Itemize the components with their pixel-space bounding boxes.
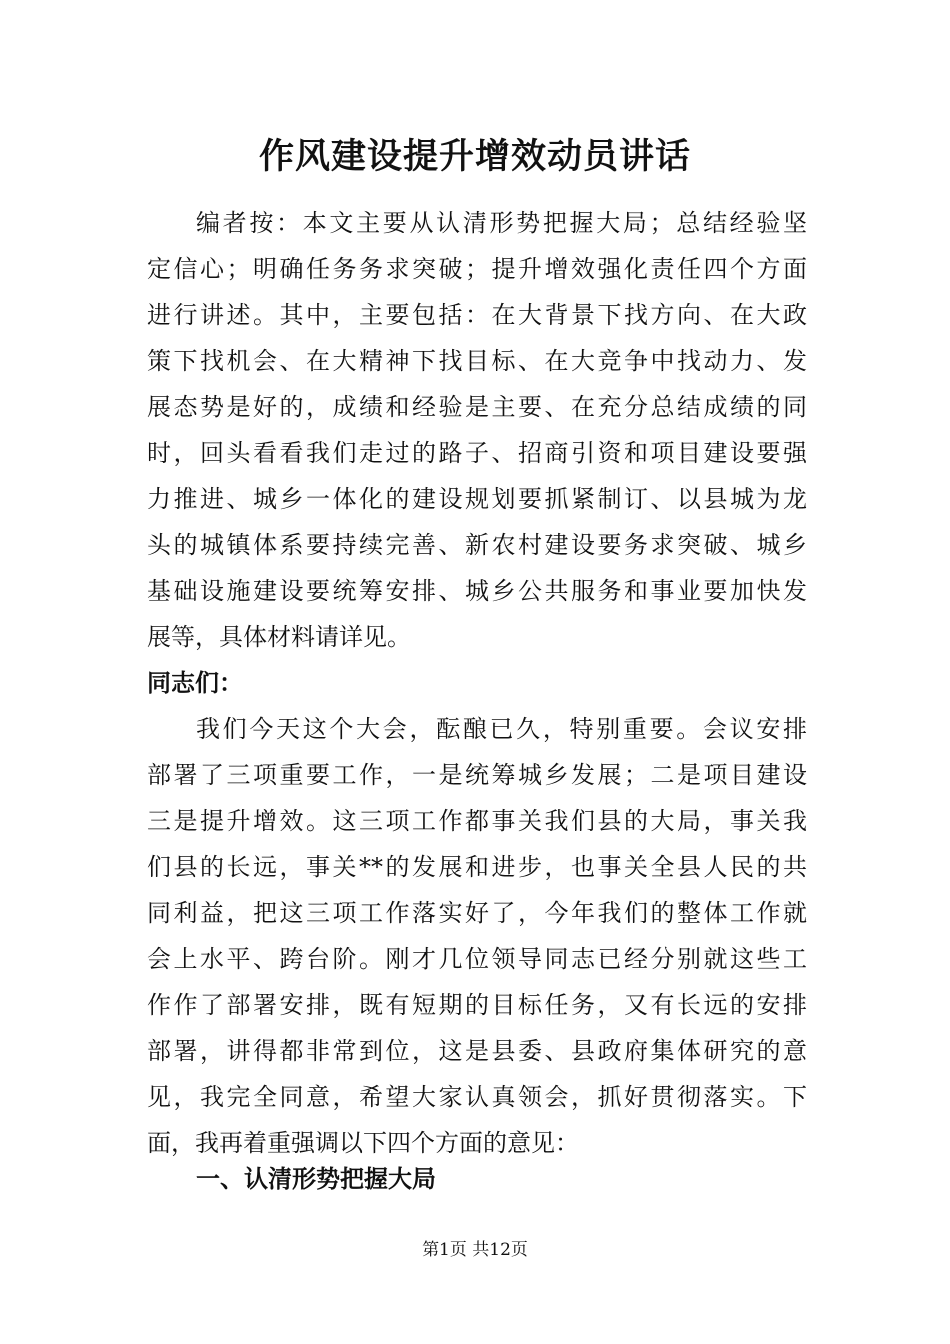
body-line: 我们今天这个大会，酝酿已久，特别重要。会议安排 [196,715,807,743]
editor-note-line: 展等，具体材料请详见。 [147,623,411,651]
body-line: 部署了三项重要工作，一是统筹城乡发展；二是项目建设 [147,761,807,789]
body-line: 见，我完全同意，希望大家认真领会，抓好贯彻落实。下 [147,1083,807,1111]
editor-note-line: 编者按：本文主要从认清形势把握大局；总结经验坚 [196,209,807,237]
document-title: 作风建设提升增效动员讲话 [258,136,691,177]
body-line: 部署，讲得都非常到位，这是县委、县政府集体研究的意 [147,1037,807,1065]
section-heading: 一、认清形势把握大局 [196,1165,436,1193]
editor-note-line: 策下找机会、在大精神下找目标、在大竞争中找动力、发 [147,347,807,375]
body-line: 会上水平、跨台阶。刚才几位领导同志已经分别就这些工 [147,945,807,973]
body-line: 同利益，把这三项工作落实好了，今年我们的整体工作就 [147,899,807,927]
editor-note-line: 定信心；明确任务务求突破；提升增效强化责任四个方面 [147,255,807,283]
salutation: 同志们： [147,669,243,697]
editor-note-line: 时，回头看看我们走过的路子、招商引资和项目建设要强 [147,439,807,467]
editor-note-line: 展态势是好的，成绩和经验是主要、在充分总结成绩的同 [147,393,807,421]
editor-note-line: 基础设施建设要统筹安排、城乡公共服务和事业要加快发 [147,577,807,605]
body-line: 们县的长远，事关**的发展和进步，也事关全县人民的共 [147,853,807,881]
editor-note-line: 进行讲述。其中，主要包括：在大背景下找方向、在大政 [147,301,807,329]
body-line: 作作了部署安排，既有短期的目标任务，又有长远的安排 [147,991,807,1019]
body-line: 面，我再着重强调以下四个方面的意见： [147,1129,579,1157]
editor-note-line: 力推进、城乡一体化的建设规划要抓紧制订、以县城为龙 [147,485,807,513]
body-line: 三是提升增效。这三项工作都事关我们县的大局，事关我 [147,807,807,835]
page-footer: 第1页 共12页 [422,1240,528,1260]
editor-note-line: 头的城镇体系要持续完善、新农村建设要务求突破、城乡 [147,531,807,559]
